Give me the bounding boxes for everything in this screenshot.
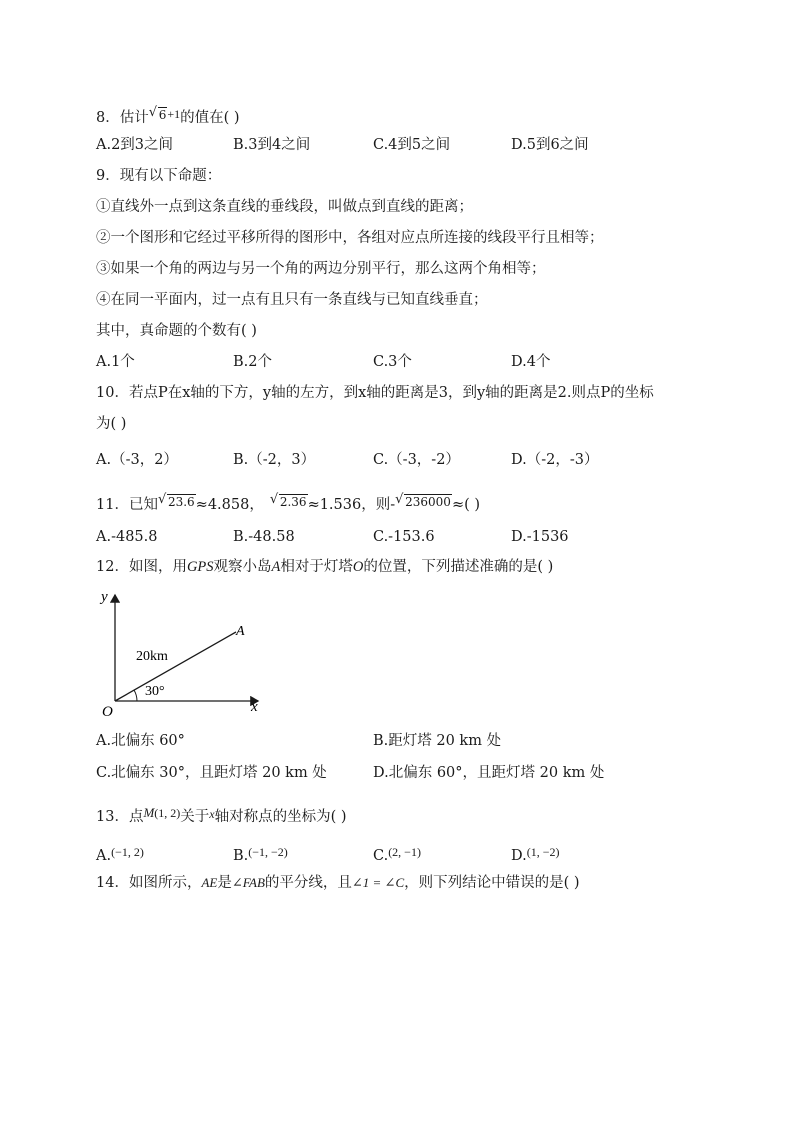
sqrt-symbol: √ 2.36 xyxy=(269,492,307,509)
x-axis-label: x xyxy=(251,699,258,715)
q9-statement-2: ②一个图形和它经过平移所得的图形中，各组对应点所连接的线段平行且相等； xyxy=(96,230,604,246)
q13-option-b-value: (−1, −2) xyxy=(248,845,288,859)
point-a-label: A xyxy=(236,624,245,639)
q11-radicand-2: 2.36 xyxy=(279,495,307,509)
q10-option-a: A.（-3，2） xyxy=(96,452,178,468)
q12-tower-o: O xyxy=(352,559,364,575)
q11-option-a: A.-485.8 xyxy=(96,529,158,545)
ray-oa xyxy=(115,632,236,701)
q12-text-4: 的位置，下列描述准确的是( ) xyxy=(363,559,554,575)
q12-option-c: C.北偏东 30°，且距灯塔 20 km 处 xyxy=(96,765,327,781)
q11-prefix: 11．已知 xyxy=(96,497,158,513)
q9-option-a: A.1个 xyxy=(96,354,135,370)
q13-m-coordinates: (1, 2) xyxy=(154,806,181,820)
q13-letter-c: C. xyxy=(373,848,389,864)
question-13-stem xyxy=(96,803,347,827)
q12-option-a: A.北偏东 60° xyxy=(96,733,185,749)
q13-letter-d: D. xyxy=(511,848,527,864)
q11-option-c: C.-153.6 xyxy=(373,529,435,545)
q12-gps: GPS xyxy=(186,559,214,575)
q13-option-a xyxy=(96,842,144,866)
q14-angle-fab: ∠FAB xyxy=(231,875,265,890)
q8-plus-one: +1 xyxy=(167,107,181,121)
q12-figure xyxy=(90,585,280,720)
angle-label: 30° xyxy=(145,684,165,699)
sqrt-symbol: √ 236000 xyxy=(395,492,451,509)
q13-letter-a: A. xyxy=(96,848,112,864)
q13-letter-b: B. xyxy=(233,848,249,864)
q8-option-d: D.5到6之间 xyxy=(511,137,589,153)
q10-option-b: B.（-2，3） xyxy=(233,452,316,468)
q8-number: 8．估计 xyxy=(96,110,149,126)
q13-x: x xyxy=(209,807,215,821)
q13-text-2: 关于 xyxy=(180,809,210,825)
q12-text-3: 相对于灯塔 xyxy=(280,559,353,575)
q13-option-d-value: (1, −2) xyxy=(526,845,560,859)
q9-statement-3: ③如果一个角的两边与另一个角的两边分别平行，那么这两个角相等； xyxy=(96,261,546,277)
question-14-stem xyxy=(96,873,580,893)
angle-arc xyxy=(134,690,137,701)
origin-label: O xyxy=(102,704,113,720)
q8-tail: 的值在( ) xyxy=(180,110,240,126)
q14-condition: ∠1 = ∠C xyxy=(351,875,405,890)
q11-option-b: B.-48.58 xyxy=(233,529,295,545)
q9-option-d: D.4个 xyxy=(511,354,551,370)
q13-text-1: 13．点 xyxy=(96,809,144,825)
q9-statement-4: ④在同一平面内，过一点有且只有一条直线与已知直线垂直； xyxy=(96,292,488,308)
question-12-stem xyxy=(96,557,553,577)
q11-value-2: ≈1.536，则- xyxy=(307,497,396,513)
q9-option-c: C.3个 xyxy=(373,354,412,370)
q14-text-3: 的平分线，且 xyxy=(264,875,352,891)
q11-option-d: D.-1536 xyxy=(511,529,569,545)
q11-value-1: ≈4.858， xyxy=(195,497,264,513)
distance-label: 20km xyxy=(136,649,168,664)
q11-radicand-1: 23.6 xyxy=(167,495,195,509)
q8-option-b: B.3到4之间 xyxy=(233,137,311,153)
q14-text-2: 是 xyxy=(217,875,232,891)
q11-radicand-3: 236000 xyxy=(405,495,451,509)
q12-option-b: B.距灯塔 20 km 处 xyxy=(373,733,502,749)
q13-option-b xyxy=(233,842,288,866)
question-10-stem-line1: 10．若点P在x轴的下方，y轴的左方，到x轴的距离是3，到y轴的距离是2.则点P的坐标 xyxy=(96,385,654,401)
q14-text-1: 14．如图所示， xyxy=(96,875,202,891)
q13-text-3: 轴对称点的坐标为( ) xyxy=(214,809,347,825)
q9-option-b: B.2个 xyxy=(233,354,272,370)
question-9-stem: 9．现有以下命题： xyxy=(96,168,222,184)
q8-option-a: A.2到3之间 xyxy=(96,137,174,153)
q13-option-a-value: (−1, 2) xyxy=(111,845,144,859)
q13-option-d xyxy=(511,842,559,866)
q11-tail: ≈( ) xyxy=(451,497,481,513)
q9-statement-1: ①直线外一点到这条直线的垂线段，叫做点到直线的距离； xyxy=(96,199,473,215)
q8-option-c: C.4到5之间 xyxy=(373,137,451,153)
question-10-stem-line2: 为( ) xyxy=(96,416,127,432)
q13-point-m: M xyxy=(143,805,155,820)
y-axis-label: y xyxy=(101,589,108,605)
q12-island-a: A xyxy=(271,559,281,575)
question-8-stem xyxy=(96,104,240,128)
q10-option-d: D.（-2，-3） xyxy=(511,452,599,468)
q12-text-2: 观察小岛 xyxy=(213,559,272,575)
q14-ae: AE xyxy=(201,875,218,890)
q12-text-1: 12．如图，用 xyxy=(96,559,187,575)
q8-radicand: 6 xyxy=(158,108,167,122)
q10-option-c: C.（-3，-2） xyxy=(373,452,460,468)
question-11-stem xyxy=(96,492,480,515)
sqrt-symbol: √ 6 xyxy=(148,105,167,122)
q9-question: 其中，真命题的个数有( ) xyxy=(96,323,257,339)
q13-option-c-value: (2, −1) xyxy=(388,845,421,859)
sqrt-symbol: √ 23.6 xyxy=(157,492,195,509)
q12-option-d: D.北偏东 60°，且距灯塔 20 km 处 xyxy=(373,765,605,781)
q14-text-4: ，则下列结论中错误的是( ) xyxy=(404,875,580,891)
q13-option-c xyxy=(373,842,421,866)
